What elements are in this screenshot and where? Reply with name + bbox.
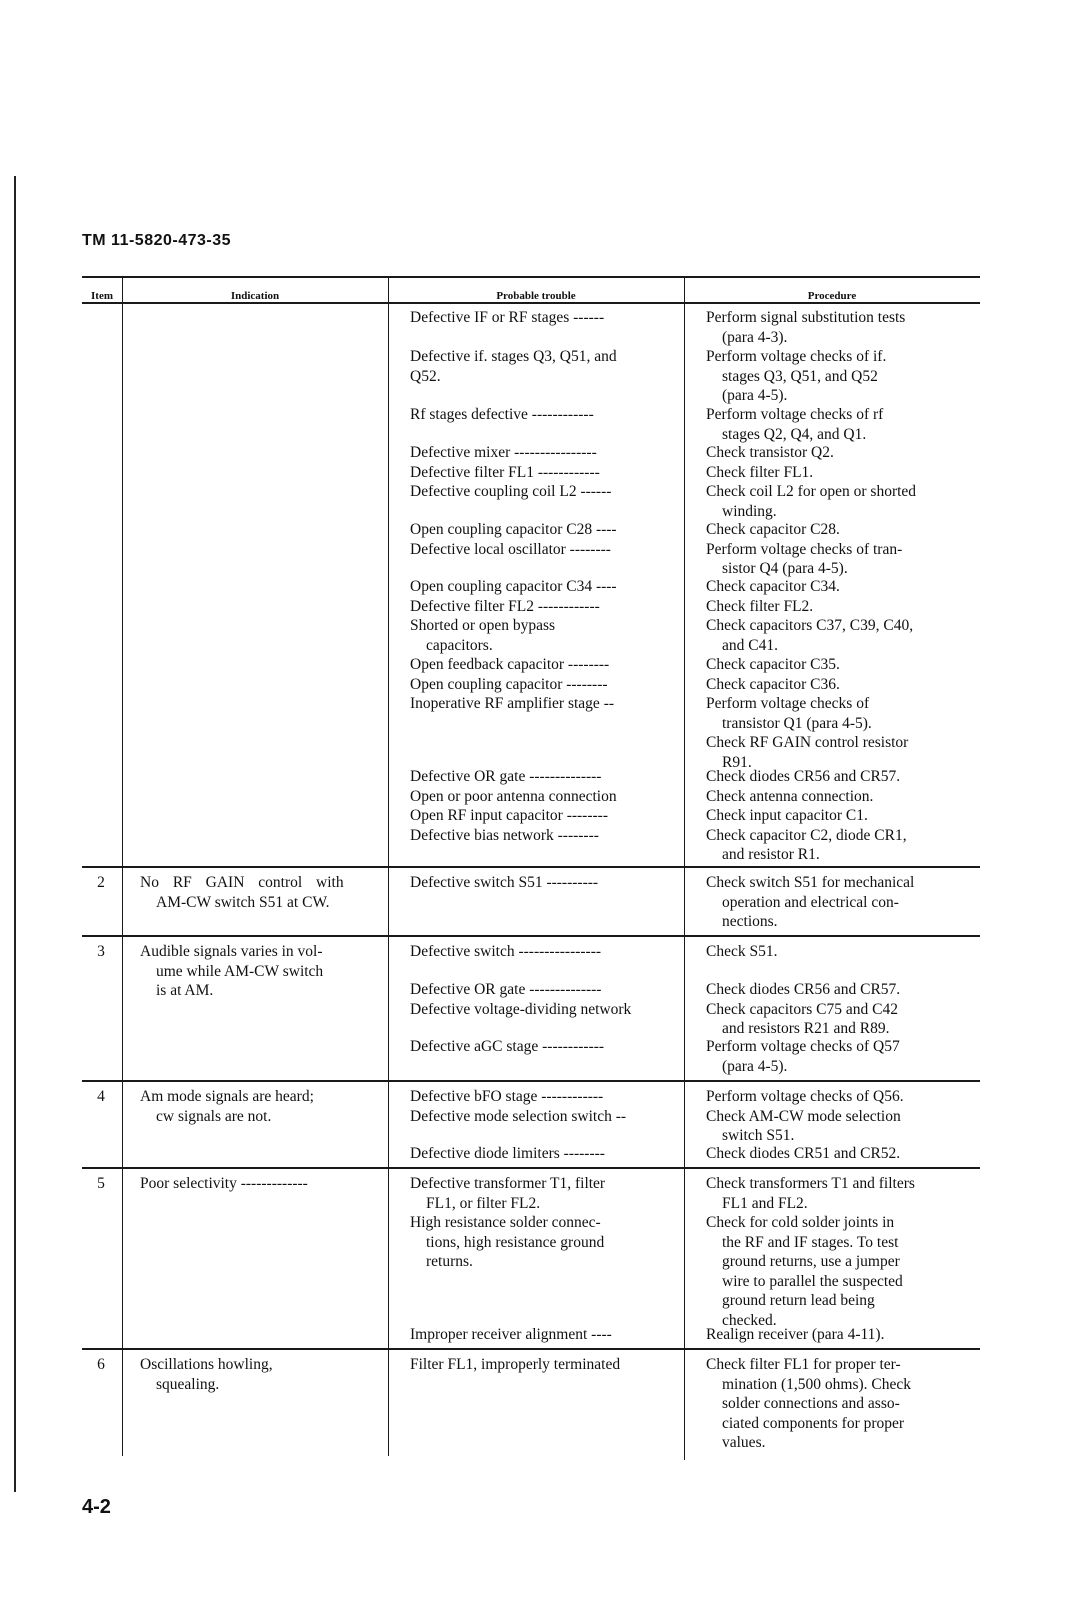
trouble-cell: Defective bFO stage ------------ Defective mode selection switch --: [410, 1088, 627, 1125]
row-rule: [82, 935, 980, 937]
row-rule: [82, 866, 980, 868]
indication-cell: Oscillations howling, squealing.: [140, 1356, 273, 1393]
trouble-cell: Rf stages defective ------------: [410, 406, 594, 423]
indication-cell: Am mode signals are heard; cw signals are not.: [140, 1088, 314, 1125]
trouble-cell: Defective diode limiters --------: [410, 1145, 605, 1162]
item-number: 2: [97, 874, 105, 891]
row-rule: [82, 1080, 980, 1082]
document-header: TM 11-5820-473-35: [82, 232, 232, 249]
procedure-cell: Perform voltage checks of Q57 (para 4-5).: [706, 1038, 900, 1075]
procedure-cell: Check diodes CR56 and CR57. Check capacitors C75 and C42 and resistors R21 and R89.: [706, 981, 901, 1037]
item-number: 4: [97, 1088, 105, 1105]
indication-cell: Audible signals varies in vol- ume while AM-CW switch is at AM.: [140, 943, 324, 999]
procedure-cell: Check capacitor C28. Perform voltage checks of tran- sistor Q4 (para 4-5).: [706, 521, 903, 577]
item-number: 6: [97, 1356, 105, 1373]
procedure-cell: Realign receiver (para 4-11).: [706, 1326, 885, 1343]
page-number: 4-2: [82, 1496, 111, 1518]
procedure-cell: Check switch S51 for mechanical operation and electrical con- nections.: [706, 874, 915, 930]
row-rule: [82, 1348, 980, 1350]
column-header-procedure: Procedure: [807, 290, 857, 302]
trouble-cell: Improper receiver alignment ----: [410, 1326, 612, 1343]
procedure-cell: Check diodes CR56 and CR57. Check antenna connection. Check input capacitor C1. Check capacitor C2, diode CR1, and resistor R1.: [706, 768, 907, 863]
trouble-cell: Defective mixer ---------------- Defective filter FL1 ------------ Defective coupling coil L2 ------: [410, 444, 612, 500]
item-number: 5: [97, 1175, 105, 1192]
column-header-trouble: Probable trouble: [496, 290, 576, 302]
indication-cell: Poor selectivity -------------: [140, 1175, 308, 1192]
procedure-cell: Perform voltage checks of if. stages Q3, Q51, and Q52 (para 4-5).: [706, 348, 887, 404]
indication-cell: No RF GAIN control with AM-CW switch S51 at CW.: [140, 874, 344, 911]
trouble-cell: Defective switch S51 ----------: [410, 874, 599, 891]
column-divider: [388, 276, 389, 1456]
trouble-cell: Filter FL1, improperly terminated: [410, 1356, 621, 1373]
trouble-cell: Open coupling capacitor C28 ---- Defective local oscillator --------: [410, 521, 617, 558]
procedure-cell: Check S51.: [706, 943, 778, 960]
row-rule: [82, 1167, 980, 1169]
procedure-cell: Check transformers T1 and filters FL1 and FL2. Check for cold solder joints in the RF and IF stages. To test ground returns, use a jumper wire to parallel the suspected ground return lead being checked.: [706, 1175, 915, 1329]
trouble-cell: Open coupling capacitor C34 ---- Defective filter FL2 ------------ Shorted or open bypass capacitors. Open feedback capacitor -------- Open coupling capacitor -------- Inoperative RF amplifier stage --: [410, 578, 617, 712]
trouble-cell: Defective OR gate -------------- Defective voltage-dividing network: [410, 981, 632, 1018]
item-number: 3: [97, 943, 105, 960]
table-header-rule: [82, 302, 980, 304]
procedure-cell: Check transistor Q2. Check filter FL1. Check coil L2 for open or shorted winding.: [706, 444, 917, 520]
column-divider: [122, 276, 123, 1456]
column-divider: [684, 276, 685, 1460]
procedure-cell: Perform voltage checks of Q56. Check AM-CW mode selection switch S51.: [706, 1088, 904, 1144]
procedure-cell: Check filter FL1 for proper ter- mination (1,500 ohms). Check solder connections and asso- ciated components for proper values.: [706, 1356, 911, 1451]
procedure-cell: Check diodes CR51 and CR52.: [706, 1145, 901, 1162]
trouble-cell: Defective switch ----------------: [410, 943, 602, 960]
column-header-item: Item: [91, 290, 113, 302]
trouble-cell: Defective transformer T1, filter FL1, or filter FL2. High resistance solder connec- tions, high resistance ground returns.: [410, 1175, 606, 1270]
column-header-indication: Indication: [230, 290, 280, 302]
procedure-cell: Check capacitor C34. Check filter FL2. Check capacitors C37, C39, C40, and C41. Check capacitor C35. Check capacitor C36. Perform voltage checks of transistor Q1 (para 4-5). Check RF GAIN control resistor R91.: [706, 578, 914, 771]
procedure-cell: Perform signal substitution tests (para 4-3).: [706, 309, 906, 346]
left-margin-bar: [14, 176, 16, 1492]
table-top-rule: [82, 276, 980, 278]
trouble-cell: Defective if. stages Q3, Q51, and Q52.: [410, 348, 617, 385]
trouble-cell: Defective aGC stage ------------: [410, 1038, 605, 1055]
trouble-cell: Defective IF or RF stages ------: [410, 309, 605, 326]
trouble-cell: Defective OR gate -------------- Open or poor antenna connection Open RF input capacitor -------- Defective bias network --------: [410, 768, 617, 844]
procedure-cell: Perform voltage checks of rf stages Q2, Q4, and Q1.: [706, 406, 884, 443]
margin-tick: [14, 1176, 16, 1194]
